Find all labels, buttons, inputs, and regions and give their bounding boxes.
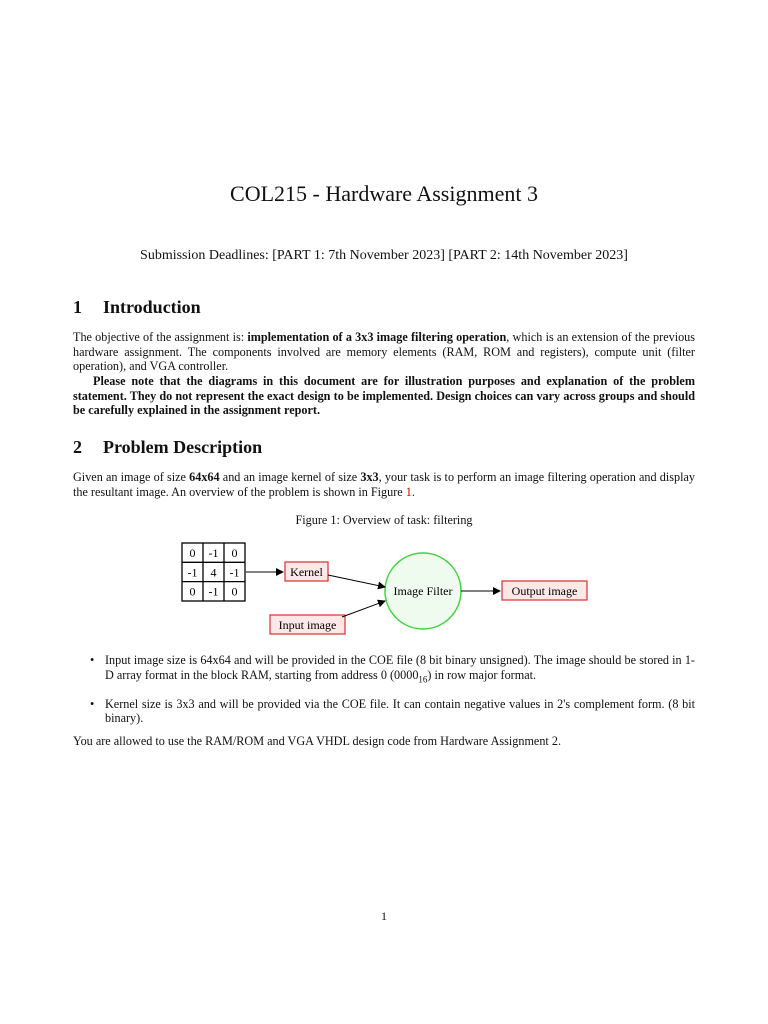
problem-paragraph xyxy=(73,470,695,499)
section-2-number: 2 xyxy=(73,437,82,457)
matrix-cell: -1 xyxy=(208,584,219,599)
input-to-filter-arrow xyxy=(342,601,385,617)
matrix-cell: -1 xyxy=(187,565,198,580)
bullet-subscript: 16 xyxy=(418,674,428,685)
intro-paragraph xyxy=(73,330,695,374)
problem-text-4: . xyxy=(411,484,415,499)
problem-text-2: and an image kernel of size xyxy=(219,470,361,484)
bullet-text-end: ) in row major format. xyxy=(427,667,537,682)
kernel-label: Kernel xyxy=(290,565,323,579)
intro-text-end: , which is an extension of the previous hardware assignment. The components involved are memory elements (RAM, ROM and registers), compute unit (filter operation), and VGA controller. xyxy=(73,330,696,374)
input-image-box xyxy=(270,615,345,634)
submission-deadlines: Submission Deadlines: [PART 1: 7th November 2023] [PART 2: 14th November 2023] xyxy=(140,248,628,263)
bullet-text: Kernel size is 3x3 and will be provided via the COE file. It can contain negative values in 2's complement form. (8 bit binary). xyxy=(105,696,695,726)
kernel-size-bold: 3x3 xyxy=(360,470,379,484)
section-1-number: 1 xyxy=(73,297,82,317)
matrix-cell: 0 xyxy=(189,546,196,560)
image-size-bold: 64x64 xyxy=(189,470,220,484)
filtering-diagram xyxy=(0,535,768,645)
bullet-text: Input image size is 64x64 and will be provided in the COE file (8 bit binary unsigned). The image should be stored in 1-D array format in the block RAM, starting from address 0 (0000 xyxy=(105,653,695,682)
disclaimer-paragraph xyxy=(73,374,695,418)
matrix-cell: 0 xyxy=(231,546,238,560)
section-1-title: Introduction xyxy=(103,297,201,317)
section-2-heading xyxy=(73,437,262,458)
kernel-to-filter-arrow xyxy=(328,575,385,587)
problem-text-1: Given an image of size xyxy=(73,470,190,484)
page-number: 1 xyxy=(381,909,387,923)
input-image-label: Input image xyxy=(278,618,337,632)
output-image-label: Output image xyxy=(511,584,578,598)
list-item xyxy=(90,653,695,687)
section-1-heading xyxy=(73,297,201,318)
matrix-cell: -1 xyxy=(229,565,240,580)
kernel-box xyxy=(285,562,328,581)
list-item xyxy=(90,697,695,726)
closing-paragraph: You are allowed to use the RAM/ROM and VGA VHDL design code from Hardware Assignment 2. xyxy=(73,734,562,748)
requirements-list xyxy=(90,653,695,736)
bullet-icon: • xyxy=(90,653,95,667)
matrix-cell: 0 xyxy=(231,584,238,599)
kernel-matrix xyxy=(182,543,245,601)
bullet-icon: • xyxy=(90,696,95,711)
image-filter-node xyxy=(385,553,461,629)
section-2-title: Problem Description xyxy=(103,437,263,457)
matrix-cell: -1 xyxy=(208,546,219,560)
figure-reference-link[interactable]: 1 xyxy=(405,484,412,499)
matrix-cell: 4 xyxy=(210,565,217,580)
output-image-box xyxy=(502,581,587,600)
intro-text-start: The objective of the assignment is: xyxy=(73,330,248,344)
document-title: COL215 - Hardware Assignment 3 xyxy=(230,181,538,206)
figure-caption: Figure 1: Overview of task: filtering xyxy=(295,513,473,527)
problem-text-3: , your task is to perform an image filtering operation and display the resultant image. An overview of the problem is shown in Figure xyxy=(73,470,695,499)
image-filter-label: Image Filter xyxy=(393,584,453,598)
intro-objective-bold: implementation of a 3x3 image filtering operation xyxy=(247,330,507,344)
disclaimer-text: Please note that the diagrams in this document are for illustration purposes and explanation of the problem statement. They do not represent the exact design to be implemented. Design choices can vary across groups and should be carefully explained in the assignment report. xyxy=(73,374,695,418)
matrix-cell: 0 xyxy=(189,584,196,599)
